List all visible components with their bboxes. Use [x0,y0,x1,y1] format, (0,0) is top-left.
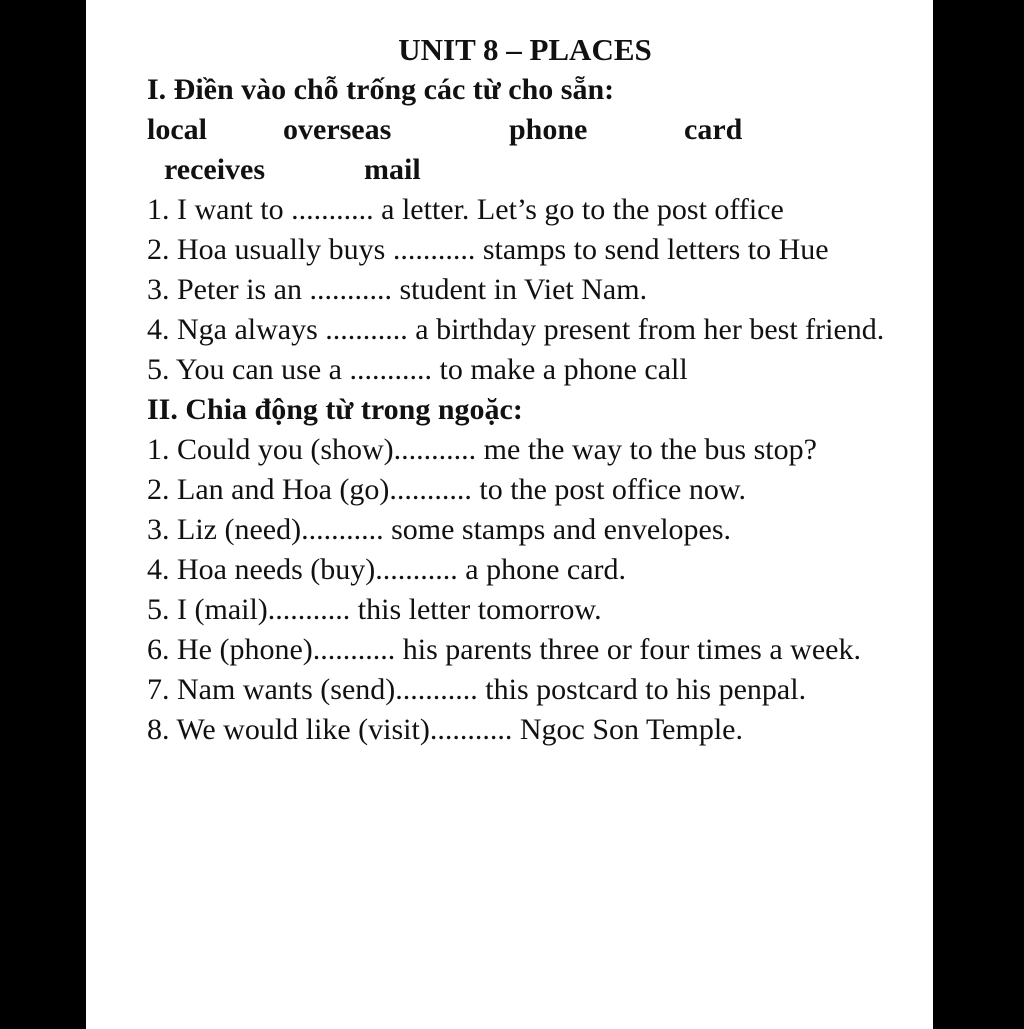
section-1-heading: I. Điền vào chỗ trống các từ cho sẵn: [147,73,615,106]
worksheet-page [86,0,933,1029]
exercise-2-item: 8. We would like (visit)........... Ngoc Son Temple. [147,713,743,746]
exercise-1-item: 5. You can use a ........... to make a phone call [147,353,688,386]
word-bank-item: phone [509,113,588,146]
exercise-2-item: 3. Liz (need)........... some stamps and envelopes. [147,513,732,546]
exercise-2-item: 4. Hoa needs (buy)........... a phone card. [147,553,627,586]
word-bank-item: card [684,113,743,146]
word-bank-item: overseas [283,113,392,146]
exercise-1-item: 2. Hoa usually buys ........... stamps to send letters to Hue [147,233,829,266]
exercise-2-item: 5. I (mail)........... this letter tomorrow. [147,593,602,626]
exercise-2-item: 1. Could you (show)........... me the way to the bus stop? [147,433,817,466]
exercise-1-item: 1. I want to ........... a letter. Let’s go to the post office [147,193,784,226]
word-bank-item: receives [164,153,266,186]
exercise-1-item: 3. Peter is an ........... student in Viet Nam. [147,273,648,306]
word-bank-item: local [147,113,207,146]
word-bank-item: mail [364,153,421,186]
exercise-2-item: 2. Lan and Hoa (go)........... to the post office now. [147,473,747,506]
worksheet-content [147,30,917,750]
exercise-2-item: 6. He (phone)........... his parents three or four times a week. [147,633,861,666]
exercise-1-item: 4. Nga always ........... a birthday present from her best friend. [147,313,885,346]
word-bank-row-1 [147,110,917,150]
exercise-2-item: 7. Nam wants (send)........... this postcard to his penpal. [147,673,807,706]
worksheet-title: UNIT 8 – PLACES [398,32,652,67]
word-bank-row-2 [147,150,917,190]
section-2-heading: II. Chia động từ trong ngoặc: [147,393,523,426]
